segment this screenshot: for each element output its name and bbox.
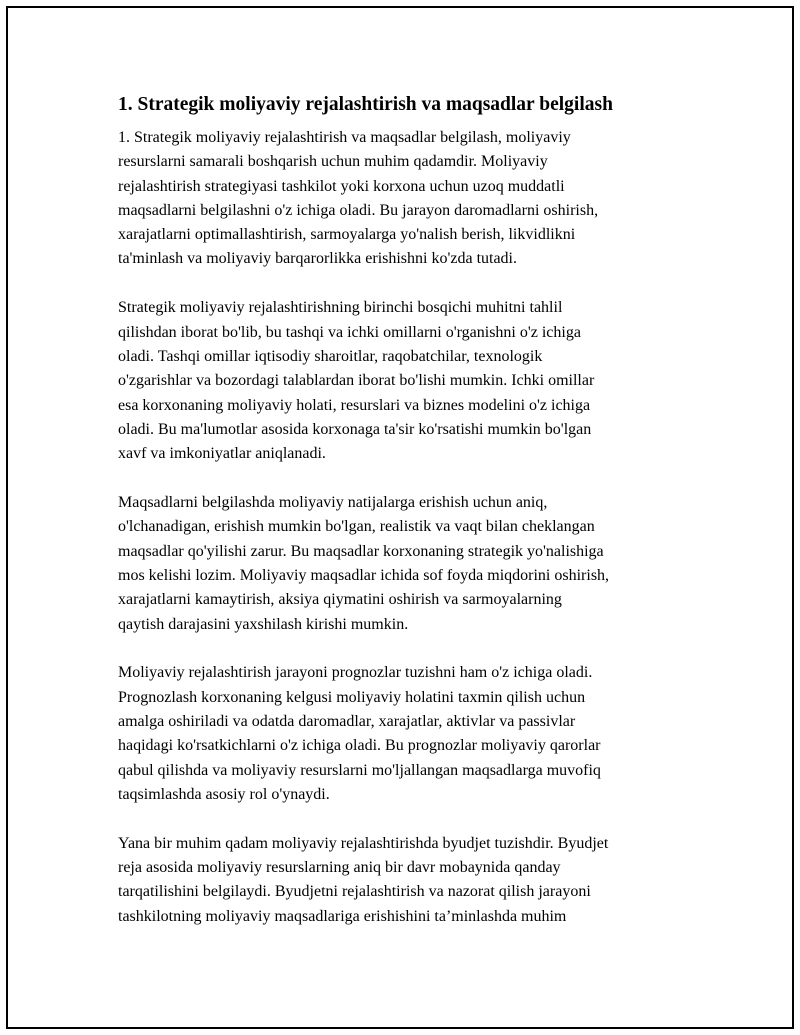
paragraph-budgeting: Yana bir muhim qadam moliyaviy rejalashtirishda byudjet tuzishdir. Byudjet reja asosida moliyaviy resurslarning aniq bir davr mobaynida qanday tarqatilishini belgilaydi. Byudjetni rejalashtirish va nazorat qilish jarayoni tashkilotning moliyaviy maqsadlariga erishishini ta’minlashda muhim — [118, 834, 609, 925]
paragraph-goal-setting: Maqsadlarni belgilashda moliyaviy natijalarga erishish uchun aniq, o'lchanadigan, erishish mumkin bo'lgan, realistik va vaqt bilan cheklangan maqsadlar qo'yilishi zarur. Bu maqsadlar korxonaning strategik yo'nalishiga mos kelishi lozim. Moliyaviy maqsadlar ichida sof foyda miqdorini oshirish, xarajatlarni kamaytirish, aksiya qiymatini oshirish va sarmoyalarning qaytish darajasini yaxshilash kirishi mumkin. — [118, 494, 610, 633]
document-body — [118, 92, 690, 954]
paragraph-environment-analysis: Strategik moliyaviy rejalashtirishning birinchi bosqichi muhitni tahlil qilishdan iborat bo'lib, bu tashqi va ichki omillarni o'rganishni o'z ichiga oladi. Tashqi omillar iqtisodiy sharoitlar, raqobatchilar, texnologik o'zgarishlar va bozordagi talablardan iborat bo'lishi mumkin. Ichki omillar esa korxonaning moliyaviy holati, resurslari va biznes modelini o'z ichiga oladi. Bu ma'lumotlar asosida korxonaga ta'sir ko'rsatishi mumkin bo'lgan xavf va imkoniyatlar aniqlanadi. — [118, 299, 595, 463]
paragraph-forecasting: Moliyaviy rejalashtirish jarayoni prognozlar tuzishni ham o'z ichiga oladi. Prognozlash korxonaning kelgusi moliyaviy holatini taxmin qilish uchun amalga oshiriladi va odatda daromadlar, xarajatlar, aktivlar va passivlar haqidagi ko'rsatkichlarni o'z ichiga oladi. Bu prognozlar moliyaviy qarorlar qabul qilishda va moliyaviy resurslarni mo'ljallangan maqsadlarga muvofiq taqsimlashda asosiy rol o'ynaydi. — [118, 664, 601, 803]
paragraph-intro: 1. Strategik moliyaviy rejalashtirish va maqsadlar belgilash, moliyaviy resurslarni samarali boshqarish uchun muhim qadamdir. Moliyaviy rejalashtirish strategiyasi tashkilot yoki korxona uchun uzoq muddatli maqsadlarni belgilashni o'z ichiga oladi. Bu jarayon daromadlarni oshirish, xarajatlarni optimallashtirish, sarmoyalarga yo'nalish berish, likvidlikni ta'minlash va moliyaviy barqarorlikka erishishni ko'zda tutadi. — [118, 129, 599, 268]
section-heading: 1. Strategik moliyaviy rejalashtirish va maqsadlar belgilash — [118, 94, 613, 115]
